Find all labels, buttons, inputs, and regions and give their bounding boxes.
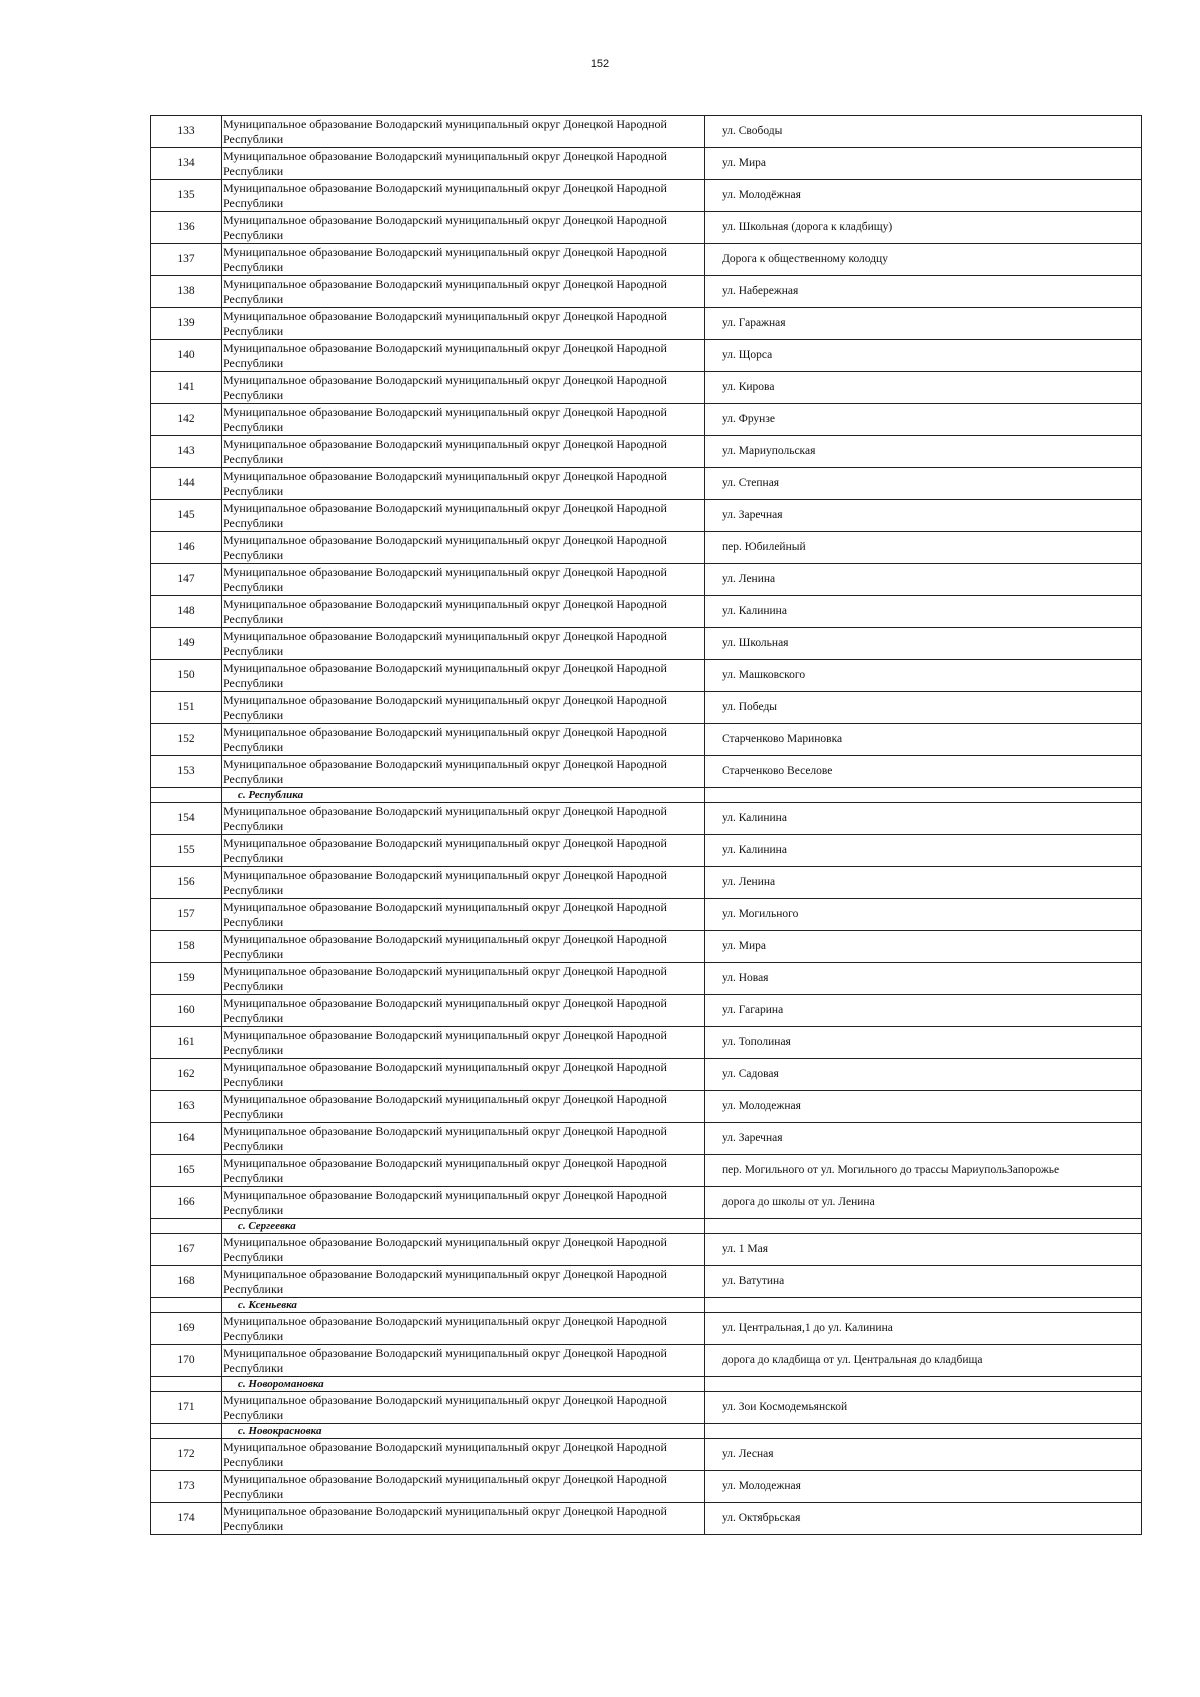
organization-name: Муниципальное образование Володарский муниципальный округ Донецкой Народной Республики xyxy=(222,803,705,835)
row-number: 170 xyxy=(151,1345,222,1377)
organization-name: Муниципальное образование Володарский муниципальный округ Донецкой Народной Республики xyxy=(222,436,705,468)
organization-name: Муниципальное образование Володарский муниципальный округ Донецкой Народной Республики xyxy=(222,1345,705,1377)
organization-name: Муниципальное образование Володарский муниципальный округ Донецкой Народной Республики xyxy=(222,596,705,628)
row-number: 156 xyxy=(151,867,222,899)
row-number: 158 xyxy=(151,931,222,963)
organization-name: Муниципальное образование Володарский муниципальный округ Донецкой Народной Республики xyxy=(222,308,705,340)
row-number: 172 xyxy=(151,1439,222,1471)
row-number: 140 xyxy=(151,340,222,372)
row-number: 136 xyxy=(151,212,222,244)
table-row xyxy=(151,564,1142,596)
row-number: 150 xyxy=(151,660,222,692)
road-name: ул. Лесная xyxy=(705,1439,1142,1471)
organization-name: Муниципальное образование Володарский муниципальный округ Донецкой Народной Республики xyxy=(222,340,705,372)
row-number: 152 xyxy=(151,724,222,756)
organization-name: Муниципальное образование Володарский муниципальный округ Донецкой Народной Республики xyxy=(222,212,705,244)
village-header-row xyxy=(151,1219,1142,1234)
organization-name: Муниципальное образование Володарский муниципальный округ Донецкой Народной Республики xyxy=(222,1187,705,1219)
organization-name: Муниципальное образование Володарский муниципальный округ Донецкой Народной Республики xyxy=(222,1471,705,1503)
road-name: пер. Юбилейный xyxy=(705,532,1142,564)
village-name: с. Сергеевка xyxy=(222,1219,705,1234)
table-row xyxy=(151,628,1142,660)
organization-name: Муниципальное образование Володарский муниципальный округ Донецкой Народной Республики xyxy=(222,1155,705,1187)
table-row xyxy=(151,372,1142,404)
organization-name: Муниципальное образование Володарский муниципальный округ Донецкой Народной Республики xyxy=(222,724,705,756)
table-row xyxy=(151,596,1142,628)
table-row xyxy=(151,963,1142,995)
road-name: ул. Садовая xyxy=(705,1059,1142,1091)
row-number: 174 xyxy=(151,1503,222,1535)
organization-name: Муниципальное образование Володарский муниципальный округ Донецкой Народной Республики xyxy=(222,628,705,660)
organization-name: Муниципальное образование Володарский муниципальный округ Донецкой Народной Республики xyxy=(222,180,705,212)
row-number: 145 xyxy=(151,500,222,532)
row-number: 148 xyxy=(151,596,222,628)
organization-name: Муниципальное образование Володарский муниципальный округ Донецкой Народной Республики xyxy=(222,468,705,500)
page-number: 152 xyxy=(590,58,610,70)
organization-name: Муниципальное образование Володарский муниципальный округ Донецкой Народной Республики xyxy=(222,116,705,148)
table-row xyxy=(151,1234,1142,1266)
village-name: с. Республика xyxy=(222,788,705,803)
table-row xyxy=(151,1313,1142,1345)
organization-name: Муниципальное образование Володарский муниципальный округ Донецкой Народной Республики xyxy=(222,1091,705,1123)
row-number: 142 xyxy=(151,404,222,436)
row-number: 135 xyxy=(151,180,222,212)
road-name: ул. 1 Мая xyxy=(705,1234,1142,1266)
row-number: 165 xyxy=(151,1155,222,1187)
organization-name: Муниципальное образование Володарский муниципальный округ Донецкой Народной Республики xyxy=(222,963,705,995)
table-row xyxy=(151,212,1142,244)
roads-table-body xyxy=(151,116,1142,1535)
organization-name: Муниципальное образование Володарский муниципальный округ Донецкой Народной Республики xyxy=(222,692,705,724)
road-name: ул. Гаражная xyxy=(705,308,1142,340)
village-name: с. Новоромановка xyxy=(222,1377,705,1392)
road-name: Дорога к общественному колодцу xyxy=(705,244,1142,276)
organization-name: Муниципальное образование Володарский муниципальный округ Донецкой Народной Республики xyxy=(222,564,705,596)
table-row xyxy=(151,276,1142,308)
road-name: дорога до кладбища от ул. Центральная до кладбища xyxy=(705,1345,1142,1377)
road-name: ул. Школьная xyxy=(705,628,1142,660)
organization-name: Муниципальное образование Володарский муниципальный округ Донецкой Народной Республики xyxy=(222,532,705,564)
organization-name: Муниципальное образование Володарский муниципальный округ Донецкой Народной Республики xyxy=(222,1503,705,1535)
road-name: ул. Гагарина xyxy=(705,995,1142,1027)
village-header-row xyxy=(151,1298,1142,1313)
table-row xyxy=(151,340,1142,372)
road-name: ул. Октябрьская xyxy=(705,1503,1142,1535)
organization-name: Муниципальное образование Володарский муниципальный округ Донецкой Народной Республики xyxy=(222,1123,705,1155)
roads-table xyxy=(150,115,1142,1535)
road-name: ул. Калинина xyxy=(705,835,1142,867)
road-name: ул. Свободы xyxy=(705,116,1142,148)
row-number: 151 xyxy=(151,692,222,724)
row-number: 159 xyxy=(151,963,222,995)
empty-cell xyxy=(705,1219,1142,1234)
road-name: Старченково Мариновка xyxy=(705,724,1142,756)
table-row xyxy=(151,931,1142,963)
table-row xyxy=(151,308,1142,340)
row-number: 162 xyxy=(151,1059,222,1091)
table-row xyxy=(151,1503,1142,1535)
table-row xyxy=(151,835,1142,867)
road-name: ул. Калинина xyxy=(705,596,1142,628)
row-number: 168 xyxy=(151,1266,222,1298)
organization-name: Муниципальное образование Володарский муниципальный округ Донецкой Народной Республики xyxy=(222,1439,705,1471)
organization-name: Муниципальное образование Володарский муниципальный округ Донецкой Народной Республики xyxy=(222,756,705,788)
row-number: 164 xyxy=(151,1123,222,1155)
row-number: 166 xyxy=(151,1187,222,1219)
table-row xyxy=(151,180,1142,212)
organization-name: Муниципальное образование Володарский муниципальный округ Донецкой Народной Республики xyxy=(222,244,705,276)
road-name: ул. Калинина xyxy=(705,803,1142,835)
organization-name: Муниципальное образование Володарский муниципальный округ Донецкой Народной Республики xyxy=(222,1234,705,1266)
row-number: 144 xyxy=(151,468,222,500)
table-row xyxy=(151,436,1142,468)
empty-cell xyxy=(151,1298,222,1313)
row-number: 154 xyxy=(151,803,222,835)
organization-name: Муниципальное образование Володарский муниципальный округ Донецкой Народной Республики xyxy=(222,1027,705,1059)
road-name: ул. Набережная xyxy=(705,276,1142,308)
table-row xyxy=(151,803,1142,835)
organization-name: Муниципальное образование Володарский муниципальный округ Донецкой Народной Республики xyxy=(222,867,705,899)
road-name: ул. Молодёжная xyxy=(705,180,1142,212)
organization-name: Муниципальное образование Володарский муниципальный округ Донецкой Народной Республики xyxy=(222,1392,705,1424)
table-row xyxy=(151,1471,1142,1503)
row-number: 171 xyxy=(151,1392,222,1424)
organization-name: Муниципальное образование Володарский муниципальный округ Донецкой Народной Республики xyxy=(222,660,705,692)
road-name: ул. Степная xyxy=(705,468,1142,500)
organization-name: Муниципальное образование Володарский муниципальный округ Донецкой Народной Республики xyxy=(222,148,705,180)
table-row xyxy=(151,500,1142,532)
road-name: ул. Молодежная xyxy=(705,1091,1142,1123)
organization-name: Муниципальное образование Володарский муниципальный округ Донецкой Народной Республики xyxy=(222,899,705,931)
road-name: ул. Ленина xyxy=(705,564,1142,596)
table-row xyxy=(151,1027,1142,1059)
row-number: 134 xyxy=(151,148,222,180)
road-name: ул. Машковского xyxy=(705,660,1142,692)
table-row xyxy=(151,1059,1142,1091)
organization-name: Муниципальное образование Володарский муниципальный округ Донецкой Народной Республики xyxy=(222,931,705,963)
row-number: 169 xyxy=(151,1313,222,1345)
table-row xyxy=(151,1439,1142,1471)
table-row xyxy=(151,148,1142,180)
empty-cell xyxy=(151,788,222,803)
road-name: ул. Новая xyxy=(705,963,1142,995)
table-row xyxy=(151,116,1142,148)
village-name: с. Новокрасновка xyxy=(222,1424,705,1439)
road-name: ул. Мариупольская xyxy=(705,436,1142,468)
road-name: ул. Заречная xyxy=(705,500,1142,532)
road-name: ул. Фрунзе xyxy=(705,404,1142,436)
road-name: ул. Тополиная xyxy=(705,1027,1142,1059)
empty-cell xyxy=(705,1424,1142,1439)
organization-name: Муниципальное образование Володарский муниципальный округ Донецкой Народной Республики xyxy=(222,404,705,436)
row-number: 146 xyxy=(151,532,222,564)
empty-cell xyxy=(705,1298,1142,1313)
row-number: 141 xyxy=(151,372,222,404)
organization-name: Муниципальное образование Володарский муниципальный округ Донецкой Народной Республики xyxy=(222,835,705,867)
table-row xyxy=(151,1091,1142,1123)
table-row xyxy=(151,724,1142,756)
road-name: ул. Мира xyxy=(705,148,1142,180)
row-number: 160 xyxy=(151,995,222,1027)
empty-cell xyxy=(151,1424,222,1439)
road-name: ул. Могильного xyxy=(705,899,1142,931)
table-row xyxy=(151,1155,1142,1187)
village-name: с. Ксеньевка xyxy=(222,1298,705,1313)
table-row xyxy=(151,1392,1142,1424)
row-number: 133 xyxy=(151,116,222,148)
table-row xyxy=(151,1345,1142,1377)
table-row xyxy=(151,468,1142,500)
table-row xyxy=(151,532,1142,564)
road-name: ул. Мира xyxy=(705,931,1142,963)
road-name: ул. Ленина xyxy=(705,867,1142,899)
table-row xyxy=(151,899,1142,931)
road-name: ул. Кирова xyxy=(705,372,1142,404)
table-row xyxy=(151,1123,1142,1155)
road-name: ул. Центральная,1 до ул. Калинина xyxy=(705,1313,1142,1345)
row-number: 139 xyxy=(151,308,222,340)
table-row xyxy=(151,404,1142,436)
row-number: 138 xyxy=(151,276,222,308)
table-row xyxy=(151,1187,1142,1219)
organization-name: Муниципальное образование Володарский муниципальный округ Донецкой Народной Республики xyxy=(222,276,705,308)
village-header-row xyxy=(151,1424,1142,1439)
row-number: 143 xyxy=(151,436,222,468)
organization-name: Муниципальное образование Володарский муниципальный округ Донецкой Народной Республики xyxy=(222,995,705,1027)
row-number: 155 xyxy=(151,835,222,867)
village-header-row xyxy=(151,1377,1142,1392)
row-number: 149 xyxy=(151,628,222,660)
empty-cell xyxy=(151,1219,222,1234)
organization-name: Муниципальное образование Володарский муниципальный округ Донецкой Народной Республики xyxy=(222,500,705,532)
row-number: 147 xyxy=(151,564,222,596)
road-name: ул. Победы xyxy=(705,692,1142,724)
table-row xyxy=(151,1266,1142,1298)
table-row xyxy=(151,244,1142,276)
row-number: 163 xyxy=(151,1091,222,1123)
road-name: ул. Молодежная xyxy=(705,1471,1142,1503)
table-row xyxy=(151,692,1142,724)
empty-cell xyxy=(705,1377,1142,1392)
table-row xyxy=(151,756,1142,788)
organization-name: Муниципальное образование Володарский муниципальный округ Донецкой Народной Республики xyxy=(222,1266,705,1298)
road-name: Старченково Веселове xyxy=(705,756,1142,788)
empty-cell xyxy=(705,788,1142,803)
village-header-row xyxy=(151,788,1142,803)
row-number: 153 xyxy=(151,756,222,788)
table-row xyxy=(151,995,1142,1027)
organization-name: Муниципальное образование Володарский муниципальный округ Донецкой Народной Республики xyxy=(222,1059,705,1091)
organization-name: Муниципальное образование Володарский муниципальный округ Донецкой Народной Республики xyxy=(222,372,705,404)
empty-cell xyxy=(151,1377,222,1392)
row-number: 161 xyxy=(151,1027,222,1059)
row-number: 173 xyxy=(151,1471,222,1503)
row-number: 157 xyxy=(151,899,222,931)
road-name: ул. Щорса xyxy=(705,340,1142,372)
table-row xyxy=(151,660,1142,692)
road-name: ул. Зои Космодемьянской xyxy=(705,1392,1142,1424)
road-name: дорога до школы от ул. Ленина xyxy=(705,1187,1142,1219)
organization-name: Муниципальное образование Володарский муниципальный округ Донецкой Народной Республики xyxy=(222,1313,705,1345)
row-number: 137 xyxy=(151,244,222,276)
table-row xyxy=(151,867,1142,899)
road-name: ул. Школьная (дорога к кладбищу) xyxy=(705,212,1142,244)
road-name: ул. Заречная xyxy=(705,1123,1142,1155)
road-name: пер. Могильного от ул. Могильного до трассы МариупольЗапорожье xyxy=(705,1155,1142,1187)
row-number: 167 xyxy=(151,1234,222,1266)
road-name: ул. Ватутина xyxy=(705,1266,1142,1298)
